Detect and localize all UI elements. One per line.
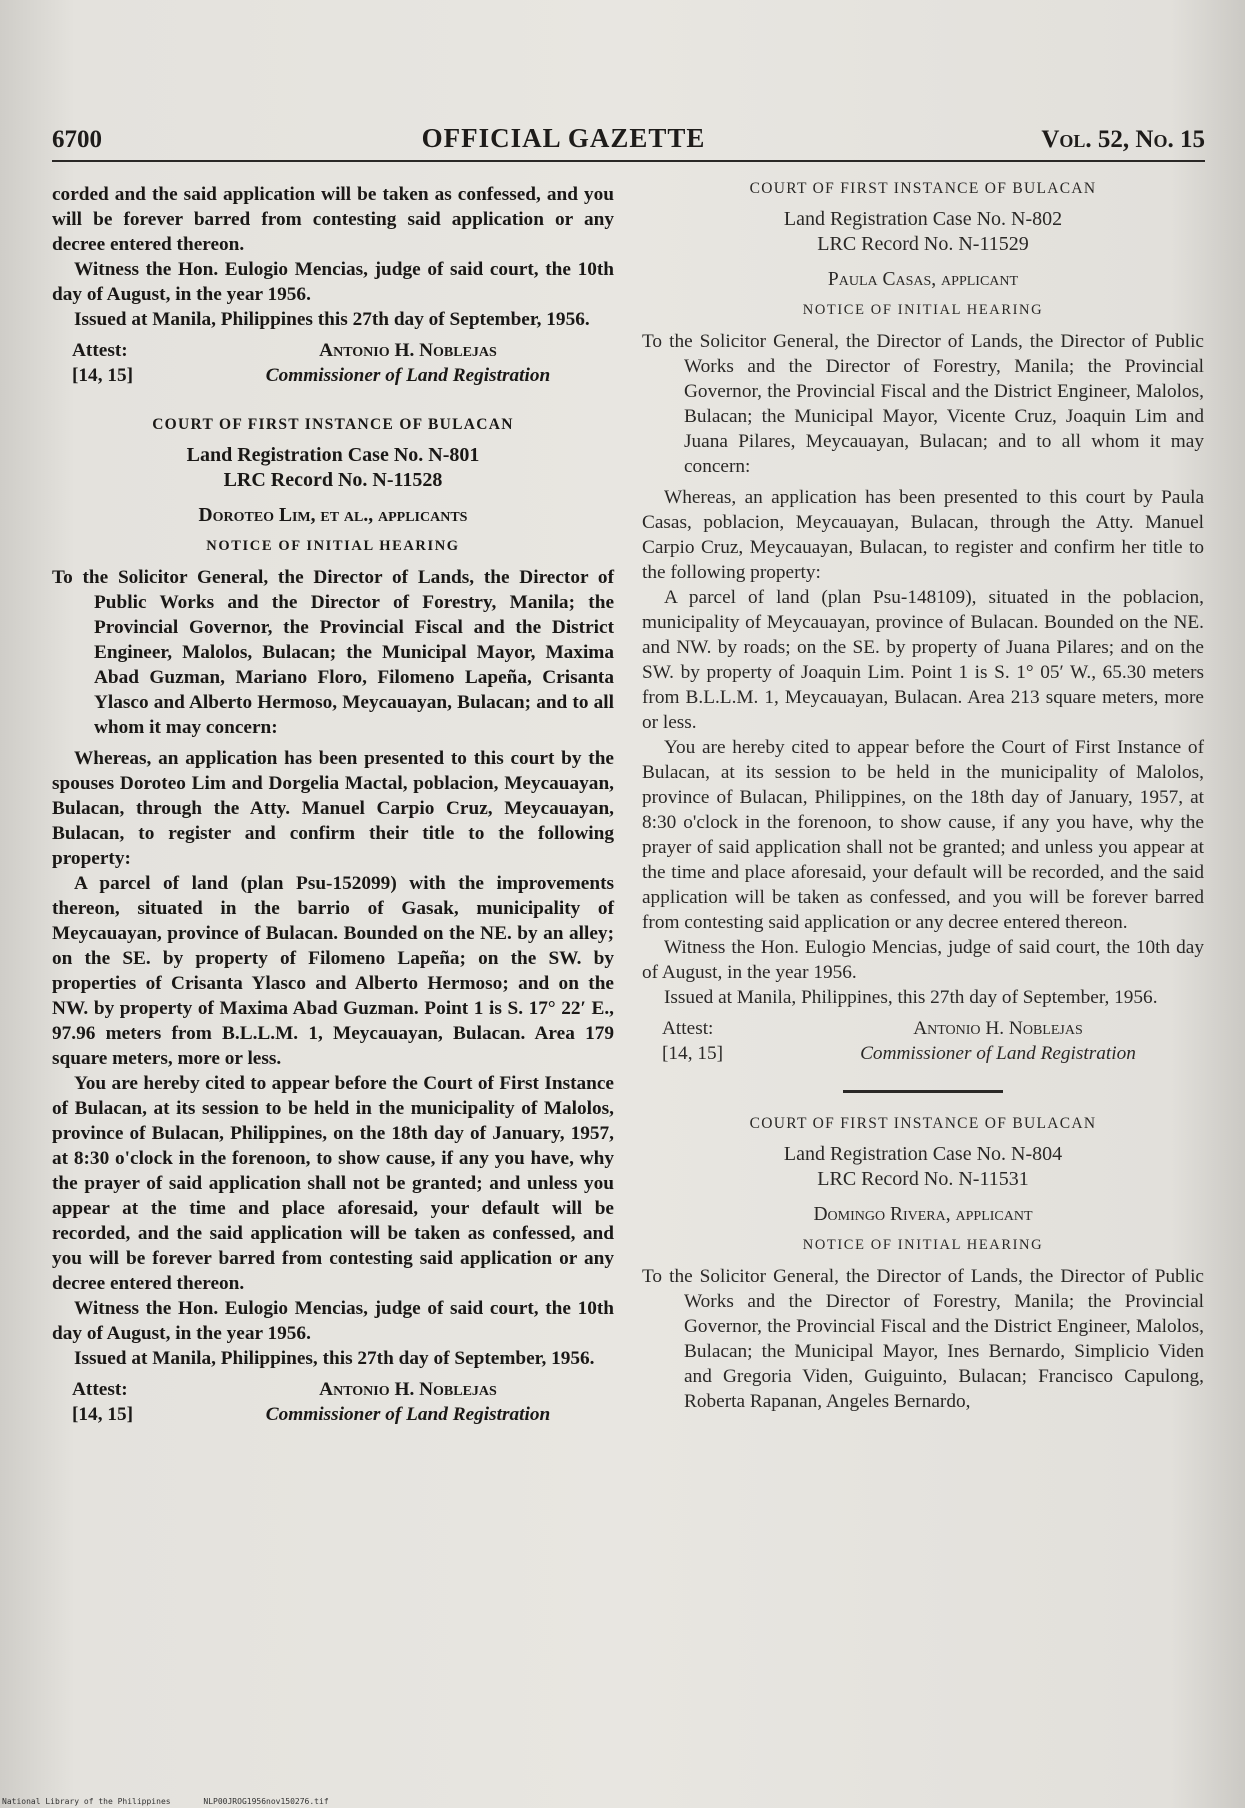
notice-heading: NOTICE OF INITIAL HEARING [206, 538, 460, 554]
volume-number: Vol. 52, No. 15 [1041, 126, 1205, 153]
attest-label: Attest: [72, 340, 128, 361]
publication-title: OFFICIAL GAZETTE [421, 123, 706, 153]
addressees: To the Solicitor General, the Director of Lands, the Director of Public Works and the Director of Forestry, Manila; the Provincial Governor, the Provincial Fiscal and the District Engineer, Malolos, Bulacan; the Municipal Mayor, Vicente Cruz, Joaquin Lim and Juana Pilares, Meycauayan, Bulacan; and to all whom it may concern: [642, 331, 1204, 477]
citation-paragraph: You are hereby cited to appear before the Court of First Instance of Bulacan, at its session to be held in the municipality of Malolos, province of Bulacan, Philippines, on the 18th day of January, 1957, at 8:30 o'clock in the forenoon, to show cause, if any you have, why the prayer of said application shall not be granted; and unless you appear at the time and place aforesaid, your default will be recorded, and the said application will be taken as confessed, and you will be forever barred from contesting said application or any decree entered thereon. [52, 1073, 614, 1294]
signatory-role: Commissioner of Land Registration [265, 365, 551, 386]
record-number: LRC Record No. N-11528 [223, 469, 443, 491]
applicant-line: Paula Casas, applicant [827, 269, 1019, 290]
attest-label: Attest: [72, 1379, 128, 1400]
section-divider [843, 1090, 1003, 1093]
attest-label: Attest: [662, 1018, 714, 1039]
issued-paragraph: Issued at Manila, Philippines, this 27th day of September, 1956. [664, 987, 1158, 1008]
library-credit: National Library of the Philippines [2, 1797, 171, 1806]
page-number: 6700 [52, 126, 102, 153]
record-number: LRC Record No. N-11531 [817, 1168, 1029, 1190]
witness-paragraph: Witness the Hon. Eulogio Mencias, judge of said court, the 10th day of August, in the year 1956. [642, 937, 1204, 983]
paragraph: corded and the said application will be taken as confessed, and you will be forever barred from contesting said application or any decree entered thereon. [52, 184, 614, 255]
case-number: Land Registration Case No. N-802 [783, 208, 1063, 230]
whereas-paragraph: Whereas, an application has been presented to this court by the spouses Doroteo Lim and Dorgelia Mactal, poblacion, Meycauayan, Bulacan, through the Atty. Manuel Carpio Cruz, Meycauayan, Bulacan, to register and confirm their title to the following property: [52, 748, 614, 869]
notice-heading: NOTICE OF INITIAL HEARING [802, 1237, 1044, 1253]
court-heading: COURT OF FIRST INSTANCE OF BULACAN [749, 180, 1097, 197]
attestation [642, 1016, 1204, 1066]
signatory-name: Antonio H. Noblejas [319, 340, 497, 361]
applicant-line: Domingo Rivera, applicant [813, 1204, 1033, 1225]
signatory-role: Commissioner of Land Registration [860, 1043, 1136, 1064]
left-column [52, 182, 614, 1427]
record-number: LRC Record No. N-11529 [817, 233, 1029, 255]
attest-ref: [14, 15] [72, 365, 134, 386]
property-paragraph: A parcel of land (plan Psu-152099) with the improvements thereon, situated in the barrio of Gasak, municipality of Meycauayan, province of Bulacan. Bounded on the NE. by an alley; on the SE. by property of Filomeno Lapeña; on the SW. by properties of Crisanta Ylasco and Alberto Hermoso; and on the NW. by property of Maxima Abad Guzman. Point 1 is S. 17° 22′ E., 97.96 meters from B.L.L.M. 1, Meycauayan, Bulacan. Area 179 square meters, more or less. [52, 873, 614, 1069]
signatory-name: Antonio H. Noblejas [319, 1379, 497, 1400]
court-heading: COURT OF FIRST INSTANCE OF BULACAN [749, 1115, 1097, 1132]
scan-footer [0, 1797, 1245, 1806]
notice-heading: NOTICE OF INITIAL HEARING [802, 302, 1044, 318]
file-name: NLP00JROG1956nov150276.tif [203, 1797, 329, 1806]
signatory-name: Antonio H. Noblejas [913, 1018, 1083, 1039]
court-heading: COURT OF FIRST INSTANCE OF BULACAN [152, 416, 514, 433]
case-number: Land Registration Case No. N-801 [186, 444, 480, 466]
witness-paragraph: Witness the Hon. Eulogio Mencias, judge of said court, the 10th day of August, in the year 1956. [52, 259, 614, 305]
page-header [52, 108, 1205, 162]
addressees: To the Solicitor General, the Director of Lands, the Director of Public Works and the Director of Forestry, Manila; the Provincial Governor, the Provincial Fiscal and the District Engineer, Malolos, Bulacan; the Municipal Mayor, Ines Bernardo, Simplicio Viden and Gregoria Viden, Guiguinto, Bulacan; Francisco Capulong, Roberta Rapanan, Angeles Bernardo, [642, 1266, 1204, 1412]
case-number: Land Registration Case No. N-804 [783, 1143, 1063, 1165]
property-paragraph: A parcel of land (plan Psu-148109), situated in the poblacion, municipality of Meycauayan, province of Bulacan. Bounded on the NE. and NW. by roads; on the SE. by property of Juana Pilares; and on the SW. by property of Joaquin Lim. Point 1 is S. 1° 05′ W., 65.30 meters from B.L.L.M. 1, Meycauayan, Bulacan. Area 213 square meters, more or less. [642, 587, 1204, 733]
whereas-paragraph: Whereas, an application has been presented to this court by Paula Casas, poblacion, Meycauayan, Bulacan, through the Atty. Manuel Carpio Cruz, Meycauayan, Bulacan, to register and confirm her title to the following property: [642, 487, 1204, 583]
addressees: To the Solicitor General, the Director of Lands, the Director of Public Works and the Director of Forestry, Manila; the Provincial Governor, the Provincial Fiscal and the District Engineer, Malolos, Bulacan; the Municipal Mayor, Maxima Abad Guzman, Mariano Floro, Filomeno Lapeña, Crisanta Ylasco and Alberto Hermoso, Meycauayan, Bulacan; and to all whom it may concern: [52, 567, 614, 738]
issued-paragraph: Issued at Manila, Philippines, this 27th day of September, 1956. [74, 1348, 595, 1369]
attestation [52, 338, 614, 388]
citation-paragraph: You are hereby cited to appear before the Court of First Instance of Bulacan, at its session to be held in the municipality of Malolos, province of Bulacan, Philippines, on the 18th day of January, 1957, at 8:30 o'clock in the forenoon, to show cause, if any you have, why the prayer of said application shall not be granted; and unless you appear at the time and place aforesaid, your default will be recorded, and the said application will be taken as confessed, and you will be forever barred from contesting said application or any decree entered thereon. [642, 737, 1204, 933]
witness-paragraph: Witness the Hon. Eulogio Mencias, judge of said court, the 10th day of August, in the year 1956. [52, 1298, 614, 1344]
attest-ref: [14, 15] [662, 1043, 724, 1064]
attest-ref: [14, 15] [72, 1404, 134, 1425]
issued-paragraph: Issued at Manila, Philippines this 27th day of September, 1956. [74, 309, 590, 330]
attestation [52, 1377, 614, 1427]
applicant-line: Doroteo Lim, et al., applicants [198, 505, 468, 526]
signatory-role: Commissioner of Land Registration [265, 1404, 551, 1425]
right-column [642, 176, 1204, 1420]
